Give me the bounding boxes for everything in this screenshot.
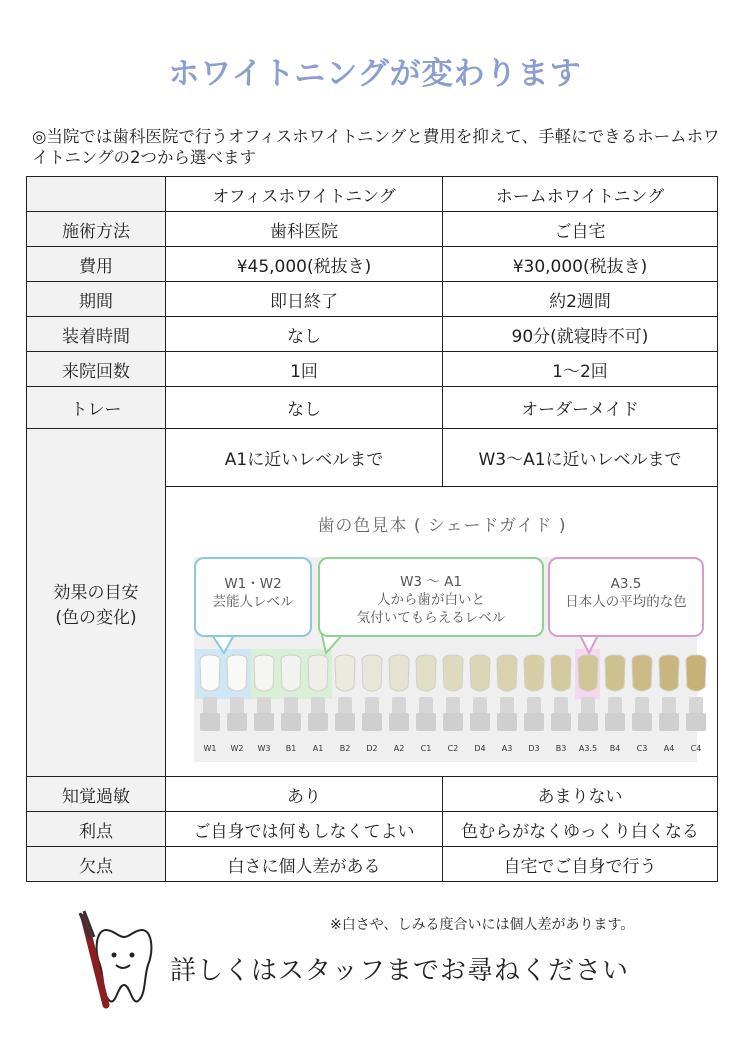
bubble-line: 芸能人レベル [212, 594, 294, 610]
home-cell: 1〜2回 [443, 352, 718, 387]
office-cell: 1回 [166, 352, 443, 387]
shade-tooth [524, 655, 544, 691]
footnote: ※白さや、しみる度合いには個人差があります。 [330, 917, 635, 933]
shade-handle [497, 713, 517, 731]
shade-label: C2 [447, 744, 459, 753]
row-label: 知覚過敏 [27, 777, 166, 812]
closing-message: 詳しくはスタッフまでお尋ねください [170, 956, 630, 986]
shade-handle [686, 713, 706, 731]
shade-tooth [578, 655, 598, 691]
effect-label-line2: (色の変化) [55, 607, 137, 628]
shade-tooth [362, 655, 382, 691]
row-label: トレー [27, 387, 166, 429]
shade-handle [443, 713, 463, 731]
home-cell: オーダーメイド [443, 387, 718, 429]
shade-label: C4 [690, 744, 702, 753]
shade-tooth [308, 655, 328, 691]
shade-tooth [470, 655, 490, 691]
home-cell: ¥30,000(税抜き) [443, 247, 718, 282]
page-title: ホワイトニングが変わります [168, 56, 582, 92]
shade-handle [362, 713, 382, 731]
row-label: 欠点 [27, 847, 166, 882]
shade-label: D3 [528, 744, 540, 753]
shade-tooth [335, 655, 355, 691]
table-row [27, 212, 718, 247]
header-blank-cell [27, 177, 166, 212]
effect-row [27, 429, 718, 487]
table-row [27, 387, 718, 429]
shade-handle [227, 713, 247, 731]
shade-tooth [632, 655, 652, 691]
header-office: オフィスホワイトニング [166, 177, 443, 212]
shade-label: C1 [420, 744, 432, 753]
office-cell: 即日終了 [166, 282, 443, 317]
shade-handle [389, 713, 409, 731]
shade-tooth [416, 655, 436, 691]
home-cell: 約2週間 [443, 282, 718, 317]
office-cell: なし [166, 317, 443, 352]
table-row [27, 777, 718, 812]
shade-handle [659, 713, 679, 731]
bubble-line: W1・W2 [224, 576, 282, 592]
office-cell: ご自身では何もしなくてよい [166, 812, 443, 847]
office-effect-cell: A1に近いレベルまで [166, 429, 443, 487]
row-label: 施術方法 [27, 212, 166, 247]
shade-label: W3 [257, 744, 271, 753]
bubble-line: 日本人の平均的な色 [565, 594, 687, 610]
shade-label: B2 [339, 744, 351, 753]
shade-label: A1 [312, 744, 324, 753]
row-label: 期間 [27, 282, 166, 317]
row-label: 装着時間 [27, 317, 166, 352]
shade-label: W1 [203, 744, 217, 753]
office-cell: あり [166, 777, 443, 812]
shade-tooth [686, 655, 706, 691]
shade-label: B4 [609, 744, 621, 753]
office-cell: 歯科医院 [166, 212, 443, 247]
office-cell: なし [166, 387, 443, 429]
shade-label: A3 [501, 744, 513, 753]
shade-tooth [659, 655, 679, 691]
shade-label: D2 [366, 744, 378, 753]
shade-tooth [200, 655, 220, 691]
home-cell: 自宅でご自身で行う [443, 847, 718, 882]
bubble-line: 人から歯が白いと [377, 592, 485, 608]
bubble-w3-a1 [318, 557, 544, 637]
shade-tooth [551, 655, 571, 691]
shade-guide [166, 487, 718, 777]
office-cell: 白さに個人差がある [166, 847, 443, 882]
shade-tooth [389, 655, 409, 691]
home-cell: ご自宅 [443, 212, 718, 247]
shade-label: W2 [230, 744, 244, 753]
tooth-toothbrush-icon [66, 905, 176, 1015]
table-header-row [27, 177, 718, 212]
shade-handle [200, 713, 220, 731]
comparison-table [26, 176, 718, 882]
table-row [27, 352, 718, 387]
shade-label: C3 [636, 744, 648, 753]
bubble-w1-w2 [194, 557, 312, 637]
shade-label: D4 [474, 744, 486, 753]
shade-handle [254, 713, 274, 731]
shade-handle [551, 713, 571, 731]
table-row [27, 247, 718, 282]
shade-tooth [281, 655, 301, 691]
shade-label: A2 [393, 744, 405, 753]
intro-text: ◎当院では歯科医院で行うオフィスホワイトニングと費用を抑えて、手軽にできるホームホワイトニングの2つから選べます [32, 127, 720, 167]
shade-label: A3.5 [578, 744, 598, 753]
shade-handle [335, 713, 355, 731]
bubble-a35 [548, 557, 704, 637]
row-label: 費用 [27, 247, 166, 282]
home-effect-cell: W3〜A1に近いレベルまで [443, 429, 718, 487]
home-cell: 色むらがなくゆっくり白くなる [443, 812, 718, 847]
shade-tooth [254, 655, 274, 691]
table-row [27, 847, 718, 882]
shade-label: A4 [663, 744, 675, 753]
shade-handle [605, 713, 625, 731]
shade-label: B1 [285, 744, 297, 753]
shade-handle [416, 713, 436, 731]
shade-handle [578, 713, 598, 731]
row-label: 来院回数 [27, 352, 166, 387]
shade-tooth [227, 655, 247, 691]
table-row [27, 317, 718, 352]
shade-handle [632, 713, 652, 731]
shade-guide-title: 歯の色見本 ( シェードガイド ) [317, 516, 567, 536]
office-cell: ¥45,000(税抜き) [166, 247, 443, 282]
shade-handle [281, 713, 301, 731]
shade-tooth [605, 655, 625, 691]
table-row [27, 812, 718, 847]
home-cell: 90分(就寝時不可) [443, 317, 718, 352]
table-row [27, 282, 718, 317]
effect-label-line1: 効果の目安 [53, 582, 139, 603]
bubble-line: W3 〜 A1 [400, 574, 462, 590]
shade-label: B3 [555, 744, 567, 753]
shade-handle [524, 713, 544, 731]
shade-tooth [443, 655, 463, 691]
shade-handle [308, 713, 328, 731]
header-home: ホームホワイトニング [443, 177, 718, 212]
bubble-line: A3.5 [610, 576, 642, 592]
shade-handle [470, 713, 490, 731]
row-label: 利点 [27, 812, 166, 847]
bubble-line: 気付いてもらえるレベル [356, 610, 506, 626]
effect-label [27, 429, 166, 777]
home-cell: あまりない [443, 777, 718, 812]
shade-tooth [497, 655, 517, 691]
